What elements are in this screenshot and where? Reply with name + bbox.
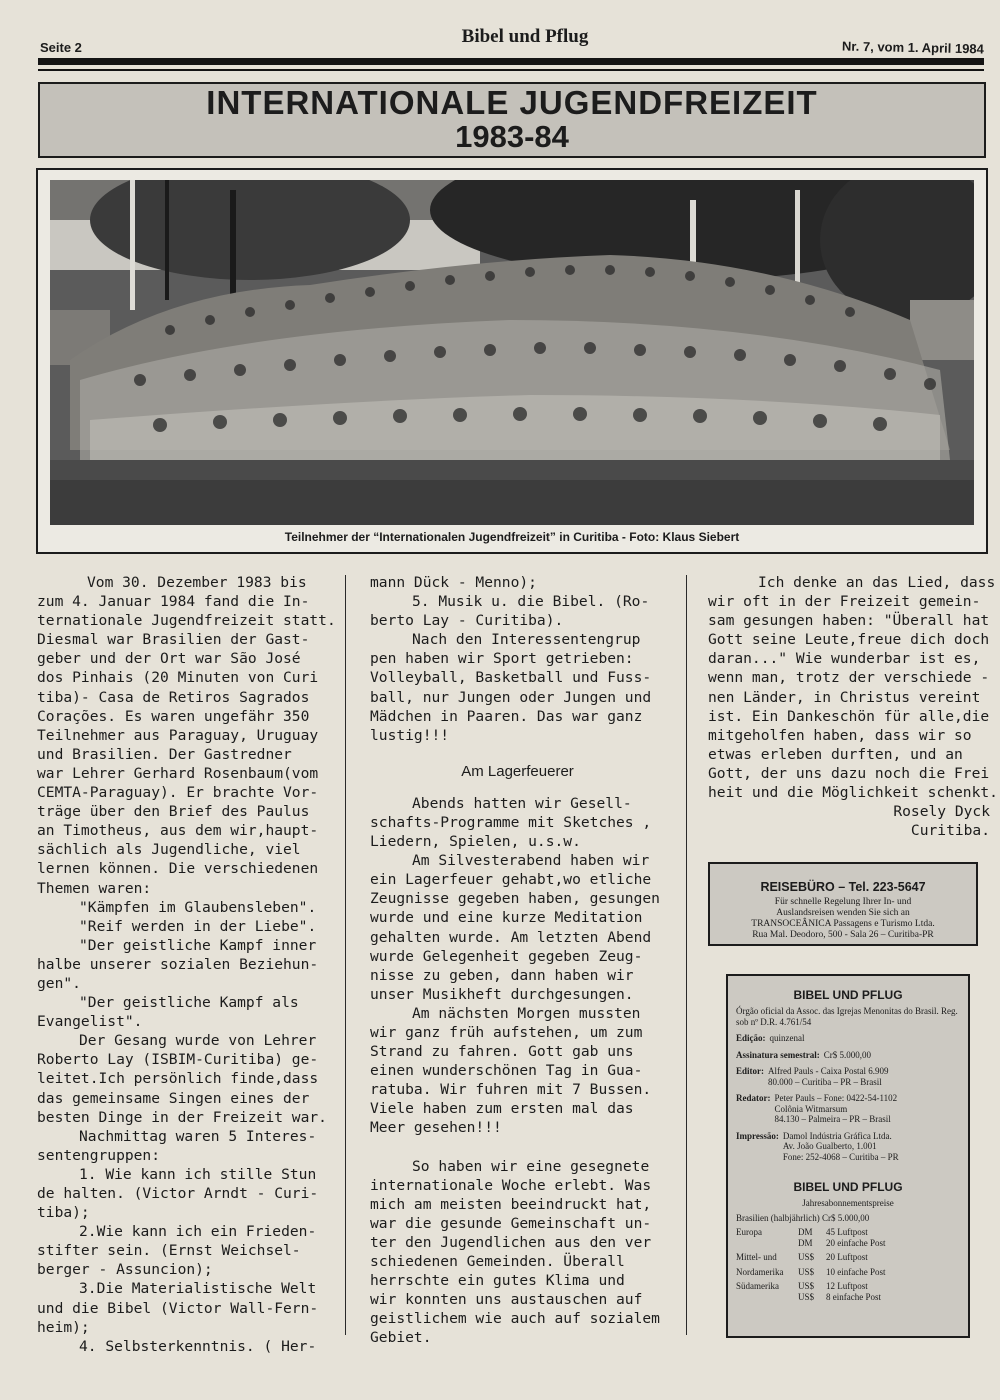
price-row (736, 1252, 960, 1263)
page-number: Seite 2 (40, 40, 82, 55)
text-line: wir konnten uns austauschen auf (370, 1291, 643, 1309)
edition-label: Edição: (736, 1033, 766, 1043)
price-region: Südamerika (736, 1281, 779, 1291)
text-line: Teilnehmer aus Paraguay, Uruguay (37, 726, 319, 744)
text-line: lustig!!! (370, 726, 450, 744)
text-line: an Timotheus, aus dem wir,haupt- (37, 822, 319, 840)
price-value: 10 einfache Post (826, 1266, 886, 1277)
text-line: sächlich als Jugendliche, viel (37, 841, 301, 859)
text-line: Der Gesang wurde von Lehrer (79, 1032, 317, 1050)
text-line: Evangelist". (37, 1013, 143, 1031)
text-line: schiedenen Gemeinden. Überall (370, 1253, 625, 1270)
text-line: wir ganz früh aufstehen, um zum (370, 1023, 643, 1041)
redator-line: 84.130 – Palmeira – PR – Brasil (774, 1114, 891, 1124)
issue-date: Nr. 7, vom 1. April 1984 (841, 38, 985, 57)
column-divider-1 (345, 575, 346, 1335)
edition-value: quinzenal (769, 1033, 805, 1043)
text-line: gehalten wurde. Am letzten Abend (370, 928, 652, 946)
text-line: 4. Selbsterkenntnis. ( Her- (79, 1337, 317, 1355)
text-line: Zeugnisse gegeben haben, gesungen (370, 890, 660, 908)
ad-title: REISEBÜRO – Tel. 223-5647 (760, 880, 926, 894)
imprint-intro: Órgão oficial da Assoc. das Igrejas Menonitas do Brasil. Reg. sob nº D.R. 4.761/54 (736, 1006, 958, 1027)
text-line: dos Pinhais (20 Minuten von Curi (37, 669, 319, 687)
article-column-3 (708, 573, 998, 840)
text-line: herrschte ein gutes Klima und (370, 1272, 625, 1290)
ad-line: Auslandsreisen wenden Sie sich an (776, 908, 910, 918)
masthead-rule-thick (38, 58, 984, 65)
text-line: Gott seine Leute,freue dich doch (708, 631, 990, 649)
price-row (736, 1267, 960, 1278)
text-line: Nachmittag waren 5 Interes- (79, 1127, 317, 1145)
text-line: ratuba. Wir fuhren mit 7 Bussen. (370, 1081, 652, 1099)
masthead-rule-thin (38, 69, 984, 71)
text-line: berto Lay - Curitiba). (370, 612, 564, 630)
text-line: Strand zu fahren. Gott gab uns (370, 1043, 634, 1061)
price-value: 20 Luftpost (826, 1252, 868, 1262)
price-region: Europa (736, 1227, 762, 1237)
price-row (736, 1227, 960, 1248)
imprint-box (726, 974, 970, 1338)
text-line: Abends hatten wir Gesell- (412, 794, 632, 812)
brasil-price: Brasilien (halbjährlich) Cr$ 5.000,00 (736, 1212, 870, 1223)
text-line: das gemeinsame Singen eines der (37, 1089, 310, 1107)
price-currency: US$ (798, 1252, 815, 1262)
headline-line-2: 1983-84 (455, 119, 569, 154)
text-line: war Lehrer Gerhard Rosenbaum(vom (37, 764, 319, 782)
text-line: gen". (37, 974, 81, 992)
text-line: ein Lagerfeuer gehabt,wo etliche (370, 871, 652, 889)
text-line: wurde und eine kurze Meditation (370, 909, 643, 927)
text-line: lernen können. Die verschiedenen (37, 860, 319, 878)
travel-agency-ad (708, 862, 978, 946)
text-line: ball, nur Jungen oder Jungen und (370, 688, 652, 706)
text-line: etwas erleben durften, und an (708, 745, 963, 763)
article-headline (38, 82, 986, 158)
text-line: wurde Gelegenheit gegeben Zeug- (370, 947, 643, 965)
text-line: nisse zu geben, dann haben wir (370, 966, 634, 984)
print-line: Fone: 252-4068 – Curitiba – PR (782, 1151, 899, 1162)
headline-line-1: INTERNATIONALE JUGENDFREIZEIT (206, 84, 818, 121)
text-line: halbe unserer sozialen Beziehun- (37, 955, 319, 973)
imprint-editor (736, 1066, 960, 1087)
redator-label: Redator: (736, 1093, 771, 1103)
price-currency: DM (798, 1237, 813, 1248)
text-line: Nach den Interessentengrup (412, 631, 641, 649)
price-currency: US$ (798, 1281, 815, 1291)
text-line: de halten. (Victor Arndt - Curi- (37, 1185, 319, 1202)
text-line: Gott, der uns dazu noch die Frei (708, 764, 990, 782)
text-line: CEMTA-Paraguay). Er brachte Vor- (37, 784, 319, 802)
print-line: Av. João Gualberto, 1.001 (782, 1141, 877, 1151)
text-line: und die Bibel (Victor Wall-Fern- (37, 1299, 319, 1317)
text-line: mitgeholfen haben, dass wir so (708, 726, 972, 744)
imprint-printer (736, 1131, 960, 1163)
text-line: nen Länder, in Christus vereint (708, 688, 981, 706)
text-line: heim); (37, 1318, 90, 1336)
text-line: wenn man, trotz der verschiede - (708, 669, 990, 687)
text-line: Volleyball, Basketball und Fuss- (370, 669, 652, 687)
text-line: stifter sein. (Ernst Weichsel- (37, 1242, 301, 1260)
text-line: träge über den Brief des Paulus (37, 803, 310, 821)
price-currency: DM (798, 1227, 813, 1237)
text-line: "Reif werden in der Liebe". (79, 917, 317, 935)
text-line: ternationale Jugendfreizeit statt. (37, 612, 336, 630)
subscription-value: Cr$ 5.000,00 (823, 1049, 871, 1060)
text-line: leitet.Ich persönlich finde,dass (37, 1070, 319, 1088)
price-currency: US$ (798, 1291, 815, 1302)
group-photo-illustration (50, 180, 974, 525)
text-line: daran..." Wie wunderbar ist es, (708, 650, 981, 668)
redator-line: Colônia Witmarsum (774, 1103, 848, 1114)
text-line: 5. Musik u. die Bibel. (Ro- (412, 593, 650, 611)
text-line: sam gesungen haben: "Überall hat (708, 612, 990, 630)
text-line: Ich denke an das Lied, dass (758, 574, 996, 591)
section-subhead: Am Lagerfeuerer (461, 762, 574, 780)
text-line: unser Musikheft durchgesungen. (370, 985, 634, 1003)
text-line: mann Dück - Menno); (370, 574, 537, 591)
price-value: 20 einfache Post (826, 1237, 886, 1248)
text-line: tiba)- Casa de Retiros Sagrados (37, 688, 310, 706)
imprint-redator (736, 1093, 960, 1125)
text-line: berger - Assuncion); (37, 1261, 213, 1279)
price-value: 45 Luftpost (826, 1227, 868, 1237)
paragraph-gap (370, 1138, 665, 1157)
publication-title: Bibel und Pflug (461, 26, 589, 47)
subscription-label: Assinatura semestral: (736, 1049, 820, 1060)
text-line: Themen waren: (37, 879, 152, 897)
text-line: mich am meisten beeindruckt hat, (370, 1195, 652, 1213)
text-line: wir oft in der Freizeit gemein- (708, 593, 981, 611)
imprint-subscription (736, 1050, 960, 1061)
redator-line: Peter Pauls – Fone: 0422-54-1102 (774, 1093, 898, 1103)
text-line: Vom 30. Dezember 1983 bis (87, 574, 307, 591)
text-line: Viele haben zum ersten mal das (370, 1100, 634, 1118)
text-line: "Kämpfen im Glaubensleben". (79, 898, 317, 916)
price-region: Nordamerika (736, 1266, 784, 1277)
text-line: Am nächsten Morgen mussten (412, 1004, 641, 1022)
text-line: besten Dinge in der Freizeit war. (37, 1108, 327, 1126)
price-region: Mittel- und (736, 1252, 777, 1262)
ad-line: Für schnelle Regelung Ihrer In- und (774, 897, 912, 907)
text-line: So haben wir eine gesegnete (412, 1157, 650, 1175)
text-line: schafts-Programme mit Sketches , (370, 813, 652, 831)
text-line: und Brasilien. Der Gastredner (37, 745, 292, 763)
print-label: Impressão: (736, 1130, 779, 1141)
column-divider-2 (686, 575, 687, 1335)
text-line: zum 4. Januar 1984 fand die In- (37, 593, 310, 611)
text-line: 1. Wie kann ich stille Stun (79, 1165, 317, 1183)
price-value: 8 einfache Post (826, 1291, 881, 1302)
text-line: pen haben wir Sport getrieben: (370, 650, 634, 668)
editor-line: 80.000 – Curitiba – PR – Brasil (768, 1076, 882, 1087)
text-line: heit und die Möglichkeit schenkt. (708, 784, 998, 802)
imprint-title: BIBEL UND PFLUG (793, 988, 903, 1002)
text-line: Liedern, Spielen, u.s.w. (370, 833, 581, 851)
text-line: Gebiet. (370, 1329, 432, 1347)
photo-frame (36, 168, 988, 554)
text-line: "Der geistliche Kampf als (79, 994, 299, 1012)
article-column-1 (37, 573, 336, 1356)
text-line: einen wunderschönen Tag in Gua- (370, 1062, 643, 1080)
editor-line: Alfred Pauls - Caixa Postal 6.909 (768, 1066, 889, 1076)
text-line: war die gesunde Gemeinschaft un- (370, 1214, 652, 1232)
text-line: ist. Ein Dankeschön für alle,die (708, 707, 990, 725)
text-line: internationale Woche erlebt. Was (370, 1176, 652, 1194)
text-line: Diesmal war Brasilien der Gast- (37, 631, 310, 649)
imprint-edition (736, 1033, 960, 1044)
text-line: geistlichem wie auch auf sozialem (370, 1310, 660, 1328)
text-line: "Der geistliche Kampf inner (79, 936, 317, 954)
prices-title: BIBEL UND PFLUG (793, 1180, 903, 1194)
text-line: geber und der Ort war São José (37, 650, 301, 668)
price-row (736, 1281, 960, 1302)
text-line: 2.Wie kann ich ein Frieden- (79, 1223, 317, 1241)
photo-caption: Teilnehmer der “Internationalen Jugendfreizeit” in Curitiba - Foto: Klaus Siebert (284, 530, 740, 544)
text-line: Corações. Es waren ungefähr 350 (37, 707, 310, 725)
prices-subtitle: Jahresabonnementspreise (802, 1198, 894, 1208)
text-line: Mädchen in Paaren. Das war ganz (370, 707, 643, 725)
text-line: Meer gesehen!!! (370, 1119, 502, 1137)
text-line: Am Silvesterabend haben wir (412, 852, 650, 870)
price-currency: US$ (798, 1266, 815, 1277)
text-line: tiba); (37, 1204, 90, 1222)
print-line: Damol Indústria Gráfica Ltda. (782, 1130, 892, 1141)
ad-line: Rua Mal. Deodoro, 500 - Sala 26 – Curitiba-PR (752, 930, 934, 940)
text-line: ter den Jugendlichen aus den ver (370, 1233, 652, 1251)
price-value: 12 Luftpost (826, 1281, 868, 1291)
text-line: Roberto Lay (ISBIM-Curitiba) ge- (37, 1051, 319, 1069)
editor-label: Editor: (736, 1066, 764, 1076)
ad-line: TRANSOCEÂNICA Passagens e Turismo Ltda. (751, 919, 935, 929)
group-photo (50, 180, 974, 525)
author-name: Rosely Dyck (893, 803, 990, 821)
text-line: sentengruppen: (37, 1146, 161, 1164)
text-line: 3.Die Materialistische Welt (79, 1280, 317, 1298)
price-table (736, 1227, 960, 1302)
author-place: Curitiba. (910, 822, 990, 840)
article-column-2 (370, 573, 665, 1347)
